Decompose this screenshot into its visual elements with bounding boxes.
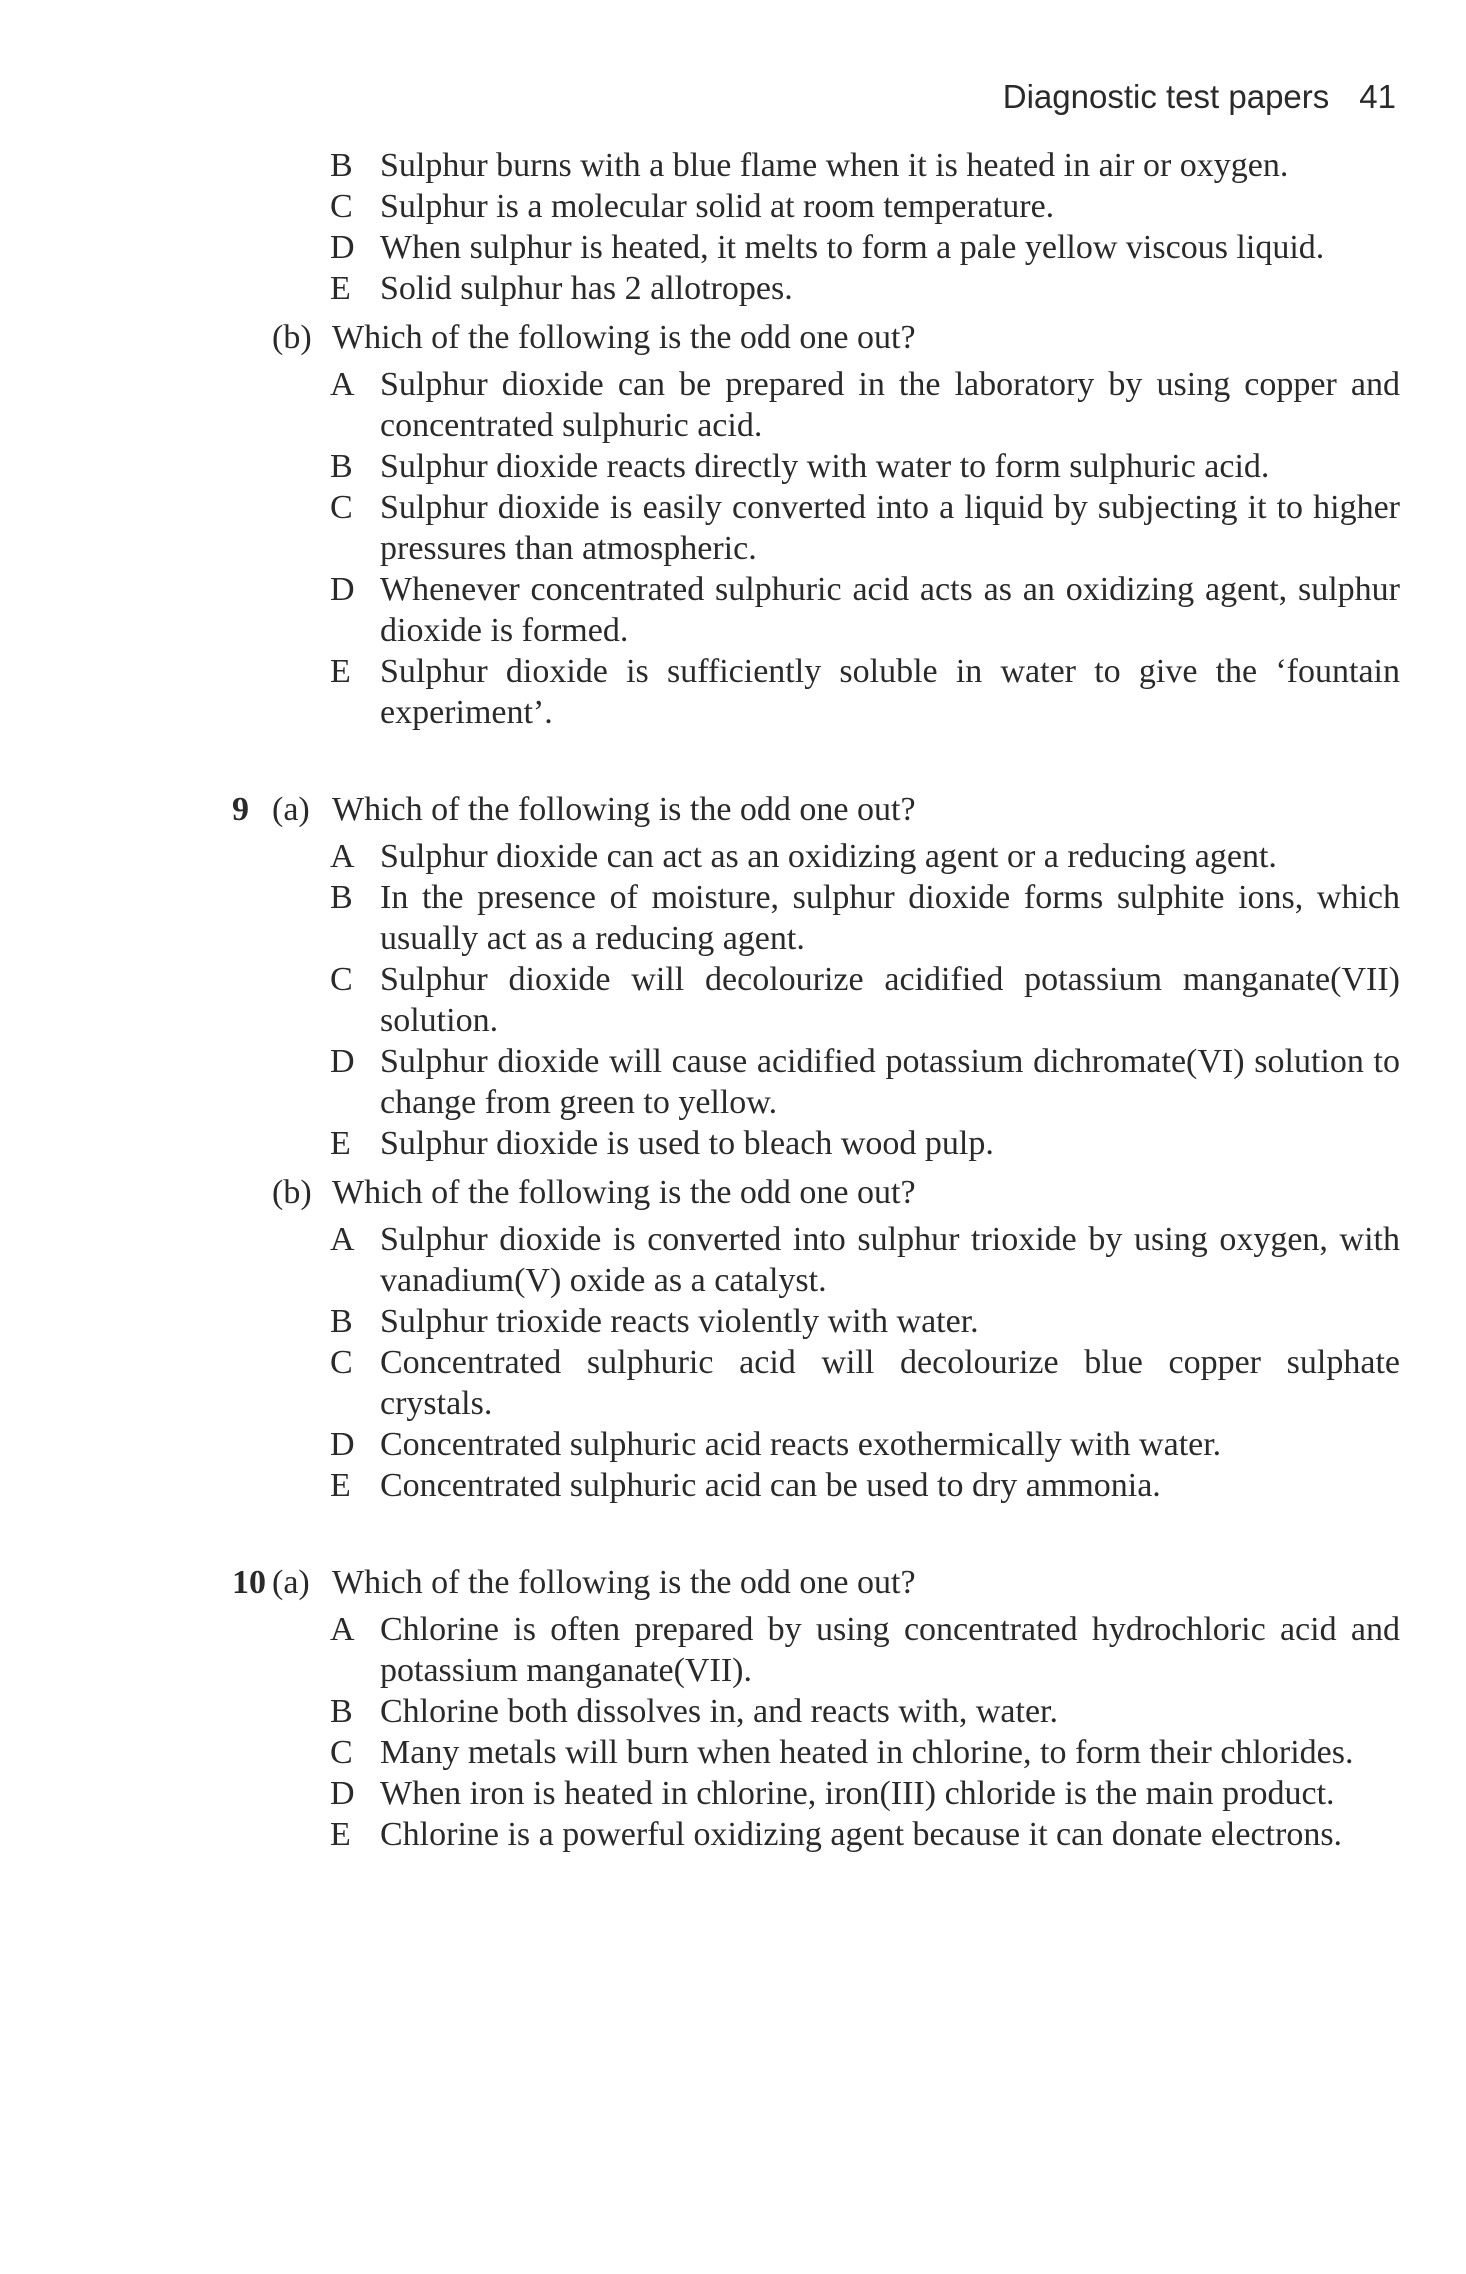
option-8a-d — [330, 227, 1400, 268]
question-prompt: Which of the following is the odd one out? — [332, 1174, 916, 1211]
question-prompt: Which of the following is the odd one out? — [332, 791, 916, 828]
option-letter: E — [330, 1816, 351, 1853]
option-text: Whenever concentrated sulphuric acid acts as an oxidizing agent, sulphur dioxide is formed. — [380, 571, 1400, 649]
option-letter: C — [330, 961, 353, 998]
question-10a — [232, 1562, 1466, 1603]
question-part-label: (b) — [272, 1174, 312, 1211]
page-content — [0, 145, 1466, 1855]
option-text: When sulphur is heated, it melts to form a pale yellow viscous liquid. — [380, 229, 1325, 266]
option-letter: E — [330, 1125, 351, 1162]
option-letter: E — [330, 270, 351, 307]
option-text: Concentrated sulphuric acid reacts exothermically with water. — [380, 1426, 1222, 1463]
option-text: Many metals will burn when heated in chlorine, to form their chlorides. — [380, 1734, 1354, 1771]
option-8a-c — [330, 186, 1400, 227]
option-text: Sulphur dioxide is converted into sulphur trioxide by using oxygen, with vanadium(V) oxide as a catalyst. — [380, 1221, 1400, 1299]
option-letter: A — [330, 838, 355, 875]
option-text: Chlorine both dissolves in, and reacts with, water. — [380, 1693, 1058, 1730]
option-text: Concentrated sulphuric acid will decolourize blue copper sulphate crystals. — [380, 1344, 1400, 1422]
question-9b — [272, 1172, 1466, 1213]
question-number: 9 — [232, 791, 249, 828]
option-10a-d — [330, 1773, 1400, 1814]
option-9a-b — [330, 877, 1400, 959]
option-8b-c — [330, 487, 1400, 569]
option-9b-b — [330, 1301, 1400, 1342]
option-letter: E — [330, 1467, 351, 1504]
option-10a-c — [330, 1732, 1400, 1773]
option-text: Sulphur trioxide reacts violently with water. — [380, 1303, 979, 1340]
option-text: In the presence of moisture, sulphur dioxide forms sulphite ions, which usually act as a reducing agent. — [380, 879, 1400, 957]
option-text: Sulphur dioxide can be prepared in the laboratory by using copper and concentrated sulphuric acid. — [380, 366, 1400, 444]
question-part-label: (b) — [272, 319, 312, 356]
q10a-options — [0, 1609, 1466, 1855]
option-9a-e — [330, 1123, 1400, 1164]
option-9b-a — [330, 1219, 1400, 1301]
option-8b-d — [330, 569, 1400, 651]
option-letter: B — [330, 1693, 353, 1730]
question-number: 10 — [232, 1564, 266, 1601]
option-letter: C — [330, 188, 353, 225]
page-number: 41 — [1359, 78, 1396, 115]
option-9a-c — [330, 959, 1400, 1041]
option-10a-b — [330, 1691, 1400, 1732]
option-letter: D — [330, 1043, 355, 1080]
option-text: Sulphur dioxide will decolourize acidified potassium manganate(VII) solution. — [380, 961, 1400, 1039]
option-text: Sulphur is a molecular solid at room temperature. — [380, 188, 1055, 225]
option-letter: E — [330, 653, 351, 690]
option-9b-e — [330, 1465, 1400, 1506]
question-9a — [232, 789, 1466, 830]
option-text: Sulphur dioxide is used to bleach wood pulp. — [380, 1125, 994, 1162]
option-text: Sulphur dioxide is easily converted into a liquid by subjecting it to higher pressures than atmospheric. — [380, 489, 1400, 567]
option-text: Sulphur dioxide reacts directly with water to form sulphuric acid. — [380, 448, 1270, 485]
option-8a-b — [330, 145, 1400, 186]
option-9b-c — [330, 1342, 1400, 1424]
option-8b-b — [330, 446, 1400, 487]
option-9b-d — [330, 1424, 1400, 1465]
option-8b-a — [330, 364, 1400, 446]
option-letter: D — [330, 1775, 355, 1812]
q9a-options — [0, 836, 1466, 1164]
q8b-options — [0, 364, 1466, 733]
option-letter: A — [330, 366, 355, 403]
option-letter: A — [330, 1611, 355, 1648]
option-text: Sulphur burns with a blue flame when it is heated in air or oxygen. — [380, 147, 1289, 184]
running-title: Diagnostic test papers — [1002, 78, 1330, 115]
option-letter: C — [330, 489, 353, 526]
option-letter: C — [330, 1344, 353, 1381]
option-letter: B — [330, 1303, 353, 1340]
option-letter: C — [330, 1734, 353, 1771]
option-text: Concentrated sulphuric acid can be used to dry ammonia. — [380, 1467, 1161, 1504]
option-9a-d — [330, 1041, 1400, 1123]
option-text: Sulphur dioxide can act as an oxidizing agent or a reducing agent. — [380, 838, 1277, 875]
option-letter: D — [330, 571, 355, 608]
question-part-label: (a) — [272, 791, 310, 828]
page-header — [1003, 78, 1396, 116]
option-9a-a — [330, 836, 1400, 877]
option-text: Chlorine is often prepared by using concentrated hydrochloric acid and potassium manganate(VII). — [380, 1611, 1400, 1689]
section-gap — [0, 1506, 1466, 1554]
option-letter: D — [330, 229, 355, 266]
option-letter: D — [330, 1426, 355, 1463]
option-8a-e — [330, 268, 1400, 309]
q8a-continued-options — [0, 145, 1466, 309]
option-letter: B — [330, 879, 353, 916]
question-8b — [272, 317, 1466, 358]
option-letter: B — [330, 147, 353, 184]
option-8b-e — [330, 651, 1400, 733]
option-text: When iron is heated in chlorine, iron(III) chloride is the main product. — [380, 1775, 1335, 1812]
q9b-options — [0, 1219, 1466, 1506]
section-gap — [0, 733, 1466, 781]
option-text: Chlorine is a powerful oxidizing agent because it can donate electrons. — [380, 1816, 1343, 1853]
option-text: Sulphur dioxide will cause acidified potassium dichromate(VI) solution to change from green to yellow. — [380, 1043, 1400, 1121]
option-10a-e — [330, 1814, 1400, 1855]
option-text: Solid sulphur has 2 allotropes. — [380, 270, 793, 307]
option-letter: A — [330, 1221, 355, 1258]
option-text: Sulphur dioxide is sufficiently soluble in water to give the ‘fountain experiment’. — [380, 653, 1400, 731]
option-10a-a — [330, 1609, 1400, 1691]
question-prompt: Which of the following is the odd one out? — [332, 319, 916, 356]
question-prompt: Which of the following is the odd one out? — [332, 1564, 916, 1601]
option-letter: B — [330, 448, 353, 485]
question-part-label: (a) — [272, 1564, 310, 1601]
